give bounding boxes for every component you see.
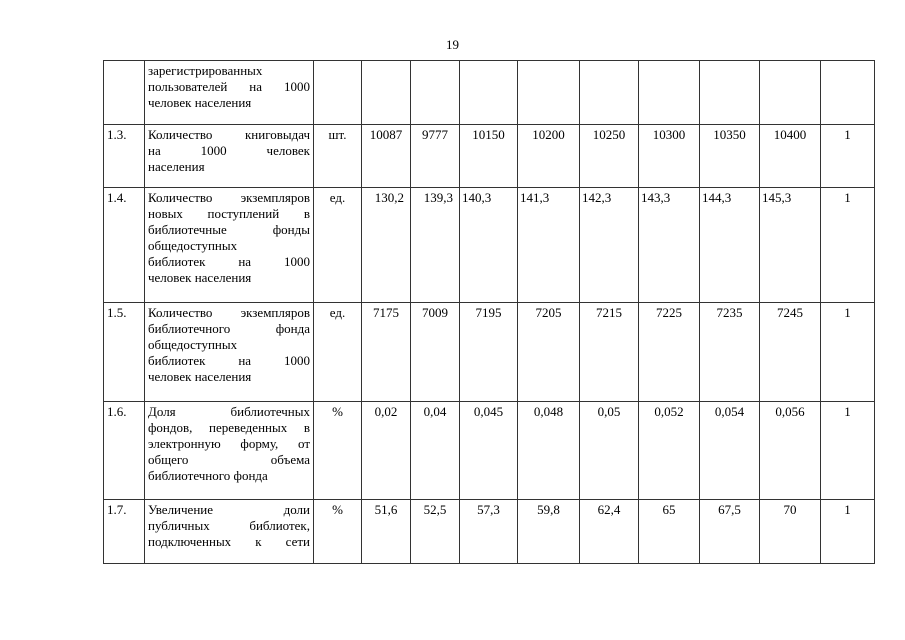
unit-cell: ед.	[314, 303, 362, 402]
indicator-name-line: человек населения	[148, 95, 252, 110]
value-cell: 65	[639, 500, 700, 564]
row-number: 1.3.	[104, 125, 145, 188]
row-number: 1.4.	[104, 188, 145, 303]
indicator-name	[145, 125, 314, 188]
indicator-name-line: библиотечного фонда	[148, 321, 310, 336]
value-cell: 9777	[411, 125, 460, 188]
final-column-cell: 1	[821, 188, 875, 303]
row-number	[104, 61, 145, 125]
indicator-name-line: новых поступлений в	[148, 206, 310, 221]
indicator-name-line: библиотечные фонды	[148, 222, 310, 237]
value-cell: 62,4	[580, 500, 639, 564]
value-cell: 51,6	[362, 500, 411, 564]
indicator-name-line: на 1000 человек	[148, 143, 310, 158]
final-column-cell: 1	[821, 500, 875, 564]
indicator-name-line: Количество экземпляров	[148, 305, 310, 320]
indicator-name-line: зарегистрированных	[148, 63, 263, 78]
value-cell: 7009	[411, 303, 460, 402]
value-cell: 0,02	[362, 402, 411, 500]
value-cell: 7205	[518, 303, 580, 402]
table-row	[104, 500, 875, 564]
value-cell: 10250	[580, 125, 639, 188]
value-cell: 0,052	[639, 402, 700, 500]
value-cell: 144,3	[700, 188, 760, 303]
value-cell: 67,5	[700, 500, 760, 564]
value-cell: 7175	[362, 303, 411, 402]
value-cell: 130,2	[362, 188, 411, 303]
indicator-name-line: библиотек на 1000	[148, 254, 310, 269]
final-column-cell	[821, 61, 875, 125]
unit-cell: %	[314, 500, 362, 564]
value-cell: 10400	[760, 125, 821, 188]
final-column-cell: 1	[821, 303, 875, 402]
indicator-name	[145, 303, 314, 402]
indicator-name-line: общедоступных	[148, 238, 238, 253]
value-cell: 7215	[580, 303, 639, 402]
value-cell	[518, 61, 580, 125]
value-cell: 52,5	[411, 500, 460, 564]
value-cell: 7195	[460, 303, 518, 402]
indicator-name-line: Количество экземпляров	[148, 190, 310, 205]
value-cell: 10150	[460, 125, 518, 188]
value-cell: 0,05	[580, 402, 639, 500]
value-cell	[700, 61, 760, 125]
value-cell: 10200	[518, 125, 580, 188]
table-row	[104, 61, 875, 125]
unit-cell: шт.	[314, 125, 362, 188]
value-cell: 142,3	[580, 188, 639, 303]
indicator-name-line: Увеличение доли	[148, 502, 310, 517]
value-cell: 10350	[700, 125, 760, 188]
value-cell: 141,3	[518, 188, 580, 303]
value-cell: 0,045	[460, 402, 518, 500]
value-cell: 7245	[760, 303, 821, 402]
indicators-table	[103, 60, 875, 564]
value-cell: 139,3	[411, 188, 460, 303]
value-cell: 0,056	[760, 402, 821, 500]
value-cell: 143,3	[639, 188, 700, 303]
row-number: 1.5.	[104, 303, 145, 402]
unit-cell: %	[314, 402, 362, 500]
indicator-name	[145, 188, 314, 303]
value-cell	[362, 61, 411, 125]
unit-cell: ед.	[314, 188, 362, 303]
table-row	[104, 402, 875, 500]
value-cell	[460, 61, 518, 125]
row-number: 1.6.	[104, 402, 145, 500]
indicator-name-line: библиотек на 1000	[148, 353, 310, 368]
value-cell	[639, 61, 700, 125]
unit-cell	[314, 61, 362, 125]
final-column-cell: 1	[821, 125, 875, 188]
indicator-name-line: публичных библиотек,	[148, 518, 310, 533]
value-cell: 7225	[639, 303, 700, 402]
page-number: 19	[446, 37, 459, 52]
value-cell: 70	[760, 500, 821, 564]
final-column-cell: 1	[821, 402, 875, 500]
indicator-name	[145, 61, 314, 125]
value-cell: 57,3	[460, 500, 518, 564]
indicator-name-line: подключенных к сети	[148, 534, 310, 549]
indicator-name-line: пользователей на 1000	[148, 79, 310, 94]
indicator-name-line: библиотечного фонда	[148, 468, 268, 483]
indicator-name-line: фондов, переведенных в	[148, 420, 310, 435]
value-cell: 7235	[700, 303, 760, 402]
indicator-name-line: человек населения	[148, 369, 252, 384]
row-number: 1.7.	[104, 500, 145, 564]
table-row	[104, 303, 875, 402]
value-cell: 10087	[362, 125, 411, 188]
value-cell	[580, 61, 639, 125]
indicator-name-line: общедоступных	[148, 337, 238, 352]
indicator-name-line: общего объема	[148, 452, 310, 467]
table-row	[104, 125, 875, 188]
indicator-name-line: населения	[148, 159, 205, 174]
value-cell: 0,048	[518, 402, 580, 500]
value-cell	[411, 61, 460, 125]
value-cell: 0,04	[411, 402, 460, 500]
indicator-name	[145, 500, 314, 564]
value-cell: 10300	[639, 125, 700, 188]
value-cell: 145,3	[760, 188, 821, 303]
indicator-name	[145, 402, 314, 500]
table-row	[104, 188, 875, 303]
value-cell	[760, 61, 821, 125]
value-cell: 0,054	[700, 402, 760, 500]
value-cell: 140,3	[460, 188, 518, 303]
indicator-name-line: электронную форму, от	[148, 436, 310, 451]
indicator-name-line: человек населения	[148, 270, 252, 285]
indicator-name-line: Количество книговыдач	[148, 127, 310, 142]
value-cell: 59,8	[518, 500, 580, 564]
indicator-name-line: Доля библиотечных	[148, 404, 310, 419]
